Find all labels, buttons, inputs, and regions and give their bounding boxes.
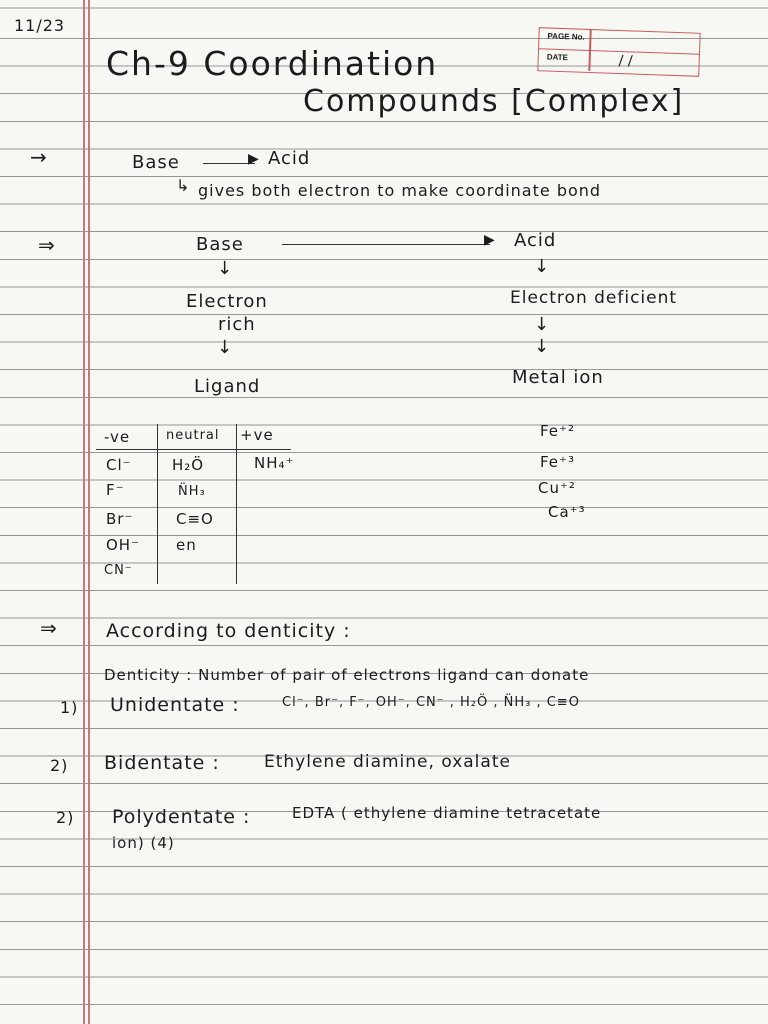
chapter-title: Ch-9 Coordination [106,44,439,83]
item-number: 2) [56,808,75,827]
neutral-ligand: N̈H₃ [178,484,206,499]
negative-ligand: CN⁻ [104,563,133,578]
bullet-arrow-icon: → [30,145,47,169]
neutral-ligand: C≡O [176,510,214,528]
metal-ion: Ca⁺³ [548,503,586,521]
bidentate-examples: Ethylene diamine, oxalate [264,752,511,772]
date-value: / / [618,52,633,70]
negative-ligand: OH⁻ [106,536,141,554]
electron-rich-line2: rich [218,314,256,335]
electron-deficient: Electron deficient [510,288,678,308]
header-negative: -ve [104,428,131,446]
page-date-box [537,27,700,77]
down-arrow-icon: ↓ [534,256,550,277]
metal-ion: Fe⁺³ [540,453,575,471]
margin-line [83,0,85,1024]
positive-ligand: NH₄⁺ [254,454,295,472]
polydentate-label: Polydentate : [112,806,251,828]
down-arrow-icon: ↓ [217,337,233,358]
neutral-ligand: en [176,536,197,554]
page-no-label: PAGE No. [547,31,585,42]
negative-ligand: Cl⁻ [106,456,132,474]
down-arrow-icon: ↓ [534,336,550,357]
margin-line [88,0,90,1024]
negative-ligand: Br⁻ [106,510,134,528]
ligand-label: Ligand [194,376,261,397]
metal-ion-label: Metal ion [512,367,604,388]
unidentate-label: Unidentate : [110,694,240,716]
polydentate-examples: EDTA ( ethylene diamine tetracetate [292,804,602,822]
margin-date-note: 11/23 [14,16,66,35]
double-arrow-icon: ⇒ [38,233,55,257]
metal-ion: Cu⁺² [538,479,576,497]
acid-label-2: Acid [514,230,557,251]
unidentate-examples: Cl⁻, Br⁻, F⁻, OH⁻, CN⁻ , H₂Ö , N̈H₃ , C≡O [282,695,580,710]
metal-ion: Fe⁺² [540,422,575,440]
arrow-head-icon: ▶ [248,151,259,167]
item-number: 2) [50,756,69,775]
polydentate-examples-cont: ion) (4) [112,834,175,852]
negative-ligand: F⁻ [106,481,125,499]
neutral-ligand: H₂Ö [172,456,205,474]
down-arrow-icon: ↓ [534,314,550,335]
date-label: DATE [546,52,569,63]
item-number: 1) [60,698,79,717]
bidentate-label: Bidentate : [104,752,220,774]
down-arrow-icon: ↓ [217,258,233,279]
electron-rich-line1: Electron [186,291,268,312]
table-header-rule [96,449,291,450]
chapter-subtitle: Compounds [Complex] [303,84,685,119]
denticity-definition: Denticity : Number of pair of electrons ligand can donate [104,666,590,684]
base-label: Base [132,152,180,173]
curved-arrow-icon: ↳ [176,176,190,195]
double-arrow-icon: ⇒ [40,616,57,640]
acid-label: Acid [268,148,311,169]
arrow-line [282,244,490,245]
base-note: gives both electron to make coordinate bond [198,181,602,200]
denticity-heading: According to denticity : [106,620,351,642]
header-positive: +ve [240,426,274,444]
base-label-2: Base [196,234,244,255]
header-neutral: neutral [166,428,220,443]
table-divider [157,424,158,584]
table-divider [236,424,237,584]
arrow-head-icon: ▶ [484,232,495,248]
